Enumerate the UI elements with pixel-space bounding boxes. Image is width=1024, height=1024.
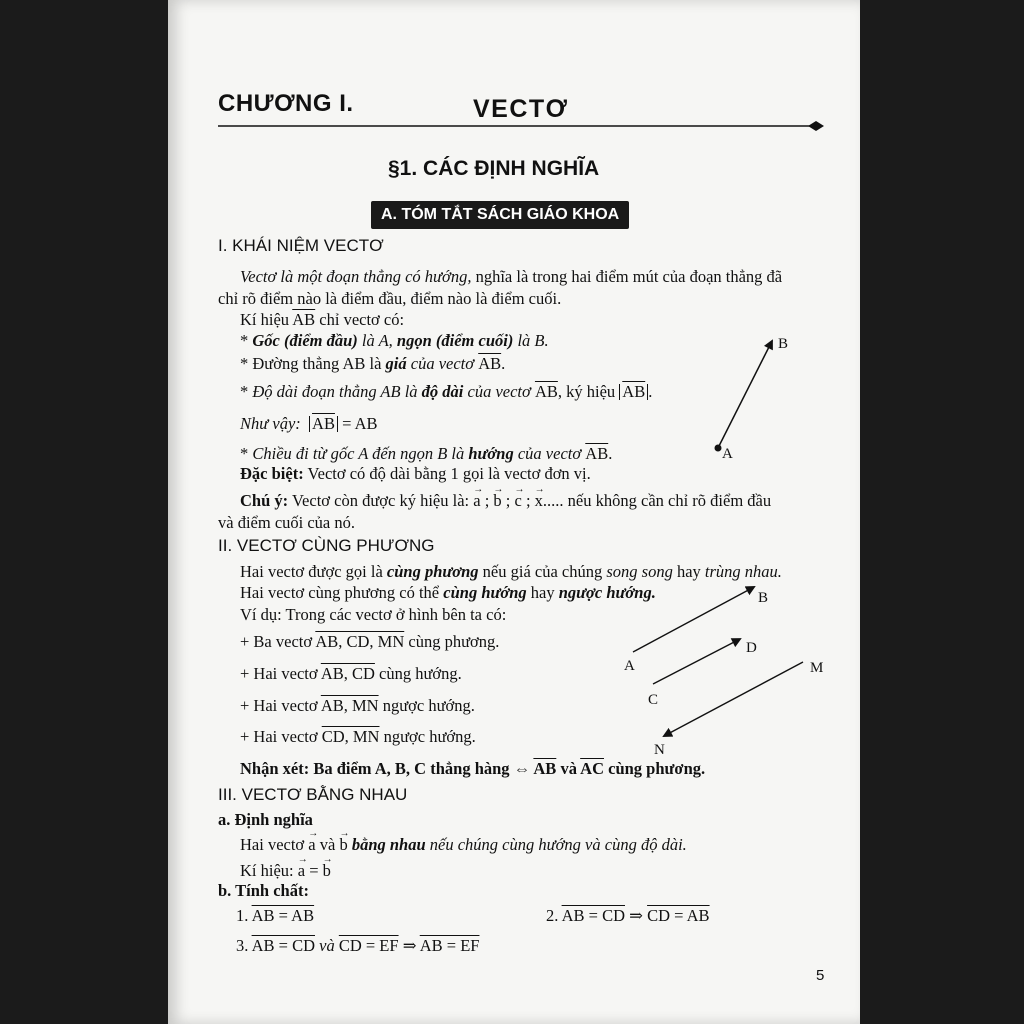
support-mid: của vectơ [406, 354, 479, 373]
c-or: hay [672, 562, 705, 581]
p2-num: 2. [546, 906, 562, 925]
note-label: Chú ý: [240, 491, 289, 510]
dt-opposite: ngược hướng. [558, 583, 656, 602]
vector-mn-line [664, 662, 803, 736]
kh-pre: Kí hiệu: [240, 861, 298, 880]
support-pre: * Đường thẳng AB là [240, 354, 386, 373]
label-b: B [778, 336, 789, 352]
i4-post: ngược hướng. [379, 727, 476, 746]
chapter-rule [216, 120, 831, 132]
nx-pre: Nhận xét: Ba điểm A, B, C thẳng hàng ⇔ [240, 759, 534, 778]
note-line2: và điểm cuối của nó. [218, 513, 355, 532]
end-term: ngọn (điểm cuối) [396, 331, 514, 350]
label-a: A [722, 446, 733, 462]
example-item-4 [240, 727, 476, 747]
support-line [240, 354, 505, 374]
i2-post: cùng hướng. [374, 664, 462, 683]
sep: ; [521, 491, 535, 510]
label-m: M [810, 660, 824, 676]
direction-text: Chiều đi từ gốc A đến ngọn B là [252, 444, 469, 463]
nx-and: và [556, 759, 581, 778]
direction-text2: của vectơ [513, 444, 586, 463]
eq-vector-a: → a [308, 835, 315, 855]
support-term: giá [385, 354, 407, 373]
vector-x: → x [535, 491, 543, 511]
thus-equals: = AB [337, 414, 378, 433]
note-text2: ..... nếu không cần chỉ rõ điểm đầu [542, 491, 772, 510]
origin-text: là A, [357, 331, 397, 350]
support-vector: $\overline{AB}$ [478, 354, 502, 373]
c-term: cùng phương [386, 562, 479, 581]
c-mid: nếu giá của chúng [478, 562, 607, 581]
def-rest: nghĩa là trong hai điểm mút của đoạn thẳng đã [471, 267, 783, 286]
dt-pre: Hai vectơ cùng phương có thể [240, 583, 444, 602]
notation-vector: $\overline{AB}$ [292, 310, 316, 329]
heading-definition: a. Định nghĩa [218, 810, 313, 829]
eq-and: và [315, 835, 340, 854]
p3-expr-c: AB = EF [419, 936, 480, 955]
eq-term: bằng nhau [347, 835, 426, 854]
i3-pre: + Hai vectơ [240, 696, 321, 715]
c-pre: Hai vectơ được gọi là [240, 562, 387, 581]
p1-expr: AB = AB [251, 906, 315, 925]
vector-ab-arrow [718, 341, 772, 448]
p1-num: 1. [236, 906, 252, 925]
p3-expr-b: CD = EF [338, 936, 399, 955]
direction-term: hướng [468, 444, 514, 463]
dt-or: hay [526, 583, 559, 602]
label-d: D [746, 640, 757, 656]
chapter-name: VECTƠ [473, 95, 569, 123]
i1-pre: + Ba vectơ [240, 632, 316, 651]
length-line [240, 382, 652, 402]
direction-vector: $\overline{AB}$ [585, 444, 609, 463]
heading-collinear: II. VECTƠ CÙNG PHƯƠNG [218, 536, 435, 555]
label-b2: B [758, 590, 769, 606]
page-number: 5 [816, 967, 825, 984]
chapter-label: CHƯƠNG I. [218, 90, 354, 117]
nx-post: cùng phương. [604, 759, 706, 778]
note-line [240, 491, 771, 511]
eq-vector-b: → b [339, 835, 347, 855]
length-mid: , ký hiệu [557, 382, 620, 401]
property-3 [236, 936, 479, 956]
heading-properties: b. Tính chất: [218, 881, 309, 900]
length-abs-vector: $\overline{AB}$ [622, 382, 646, 401]
thus-label: Như vậy: [240, 414, 301, 433]
label-a2: A [624, 658, 635, 674]
label-c: C [648, 692, 659, 708]
special-label: Đặc biệt: [240, 464, 304, 483]
i3-post: ngược hướng. [378, 696, 475, 715]
vector-c: → c [515, 491, 522, 511]
special-text: Vectơ có độ dài bằng 1 gọi là vectơ đơn vị. [303, 464, 591, 483]
direction-star: * [240, 444, 253, 463]
equal-definition [240, 835, 687, 855]
p3-num: 3. [236, 936, 252, 955]
sep: ; [480, 491, 494, 510]
length-text1: Độ dài đoạn thẳng AB là [252, 382, 422, 401]
vector-cd-line [653, 639, 740, 684]
c-parallel: song song [606, 562, 673, 581]
example-item-2 [240, 664, 462, 684]
vector-definition-line2: chỉ rõ điểm nào là điểm đầu, điểm nào là điểm cuối. [218, 289, 562, 308]
kh-vector-a: → a [298, 861, 305, 881]
i4-vectors: CD, MN [321, 727, 380, 746]
heading-vector-concept: I. KHÁI NIỆM VECTƠ [218, 236, 384, 255]
direction-types [240, 583, 656, 603]
i1-vectors: AB, CD, MN [315, 632, 405, 651]
direction-end: . [608, 444, 613, 463]
notation-post: chỉ vectơ có: [315, 310, 405, 329]
label-n: N [654, 742, 665, 758]
direction-line [240, 444, 612, 464]
i2-vectors: AB, CD [320, 664, 375, 683]
equal-notation [240, 861, 331, 881]
kh-eq: = [305, 861, 323, 880]
sep: ; [501, 491, 515, 510]
point-a-dot [715, 445, 722, 452]
remark-line [240, 759, 705, 779]
p2-expr-b: CD = AB [647, 906, 710, 925]
vector-ab-line [633, 587, 754, 652]
star: * [240, 331, 253, 350]
thus-abs-vector: $\overline{AB}$ [312, 414, 335, 433]
vector-b: → b [493, 491, 501, 511]
vector-a: → a [473, 491, 480, 511]
notation-pre: Kí hiệu [240, 310, 293, 329]
p3-expr-a: AB = CD [251, 936, 315, 955]
section-title: §1. CÁC ĐỊNH NGHĨA [388, 157, 600, 180]
def-italic: Vectơ là một đoạn thẳng có hướng, [240, 267, 472, 286]
collinear-definition [240, 562, 782, 582]
example-item-3 [240, 696, 475, 716]
heading-equal-vectors: III. VECTƠ BẰNG NHAU [218, 785, 408, 804]
thus-line [240, 414, 378, 434]
c-coincide: trùng nhau. [704, 562, 782, 581]
i3-vectors: AB, MN [320, 696, 379, 715]
kh-vector-b: → b [323, 861, 331, 881]
book-page [168, 0, 860, 1024]
origin-end-line [240, 331, 549, 351]
length-vector: $\overline{AB}$ [534, 382, 558, 401]
p2-arrow: ⇒ [625, 906, 648, 925]
example-item-1 [240, 632, 499, 652]
note-text: Vectơ còn được ký hiệu là: [288, 491, 474, 510]
i4-pre: + Hai vectơ [240, 727, 322, 746]
example-line: Ví dụ: Trong các vectơ ở hình bên ta có: [240, 605, 507, 624]
p2-expr-a: AB = CD [561, 906, 625, 925]
support-end: . [501, 354, 506, 373]
summary-banner: A. TÓM TẮT SÁCH GIÁO KHOA [371, 201, 629, 229]
length-text2: của vectơ [463, 382, 535, 401]
origin-term: Gốc (điểm đầu) [252, 331, 358, 350]
property-1 [236, 906, 314, 926]
length-star: * [240, 382, 253, 401]
eq-pre: Hai vectơ [240, 835, 309, 854]
notation-line [240, 310, 404, 330]
eq-text: nếu chúng cùng hướng và cùng độ dài. [425, 835, 687, 854]
length-term: độ dài [421, 382, 464, 401]
end-text: là B. [513, 331, 549, 350]
length-end: . [648, 382, 653, 401]
property-2 [546, 906, 710, 926]
nx-ac: $\overline{AC}$ [580, 759, 604, 778]
i2-pre: + Hai vectơ [240, 664, 321, 683]
i1-post: cùng phương. [404, 632, 500, 651]
dt-same: cùng hướng [443, 583, 527, 602]
vector-definition [240, 267, 782, 287]
nx-ab: $\overline{AB}$ [533, 759, 557, 778]
p3-arrow: ⇒ [398, 936, 420, 955]
p3-and: và [315, 936, 339, 955]
figure-collinear-vectors [618, 580, 838, 760]
figure-vector-ab [698, 326, 818, 466]
